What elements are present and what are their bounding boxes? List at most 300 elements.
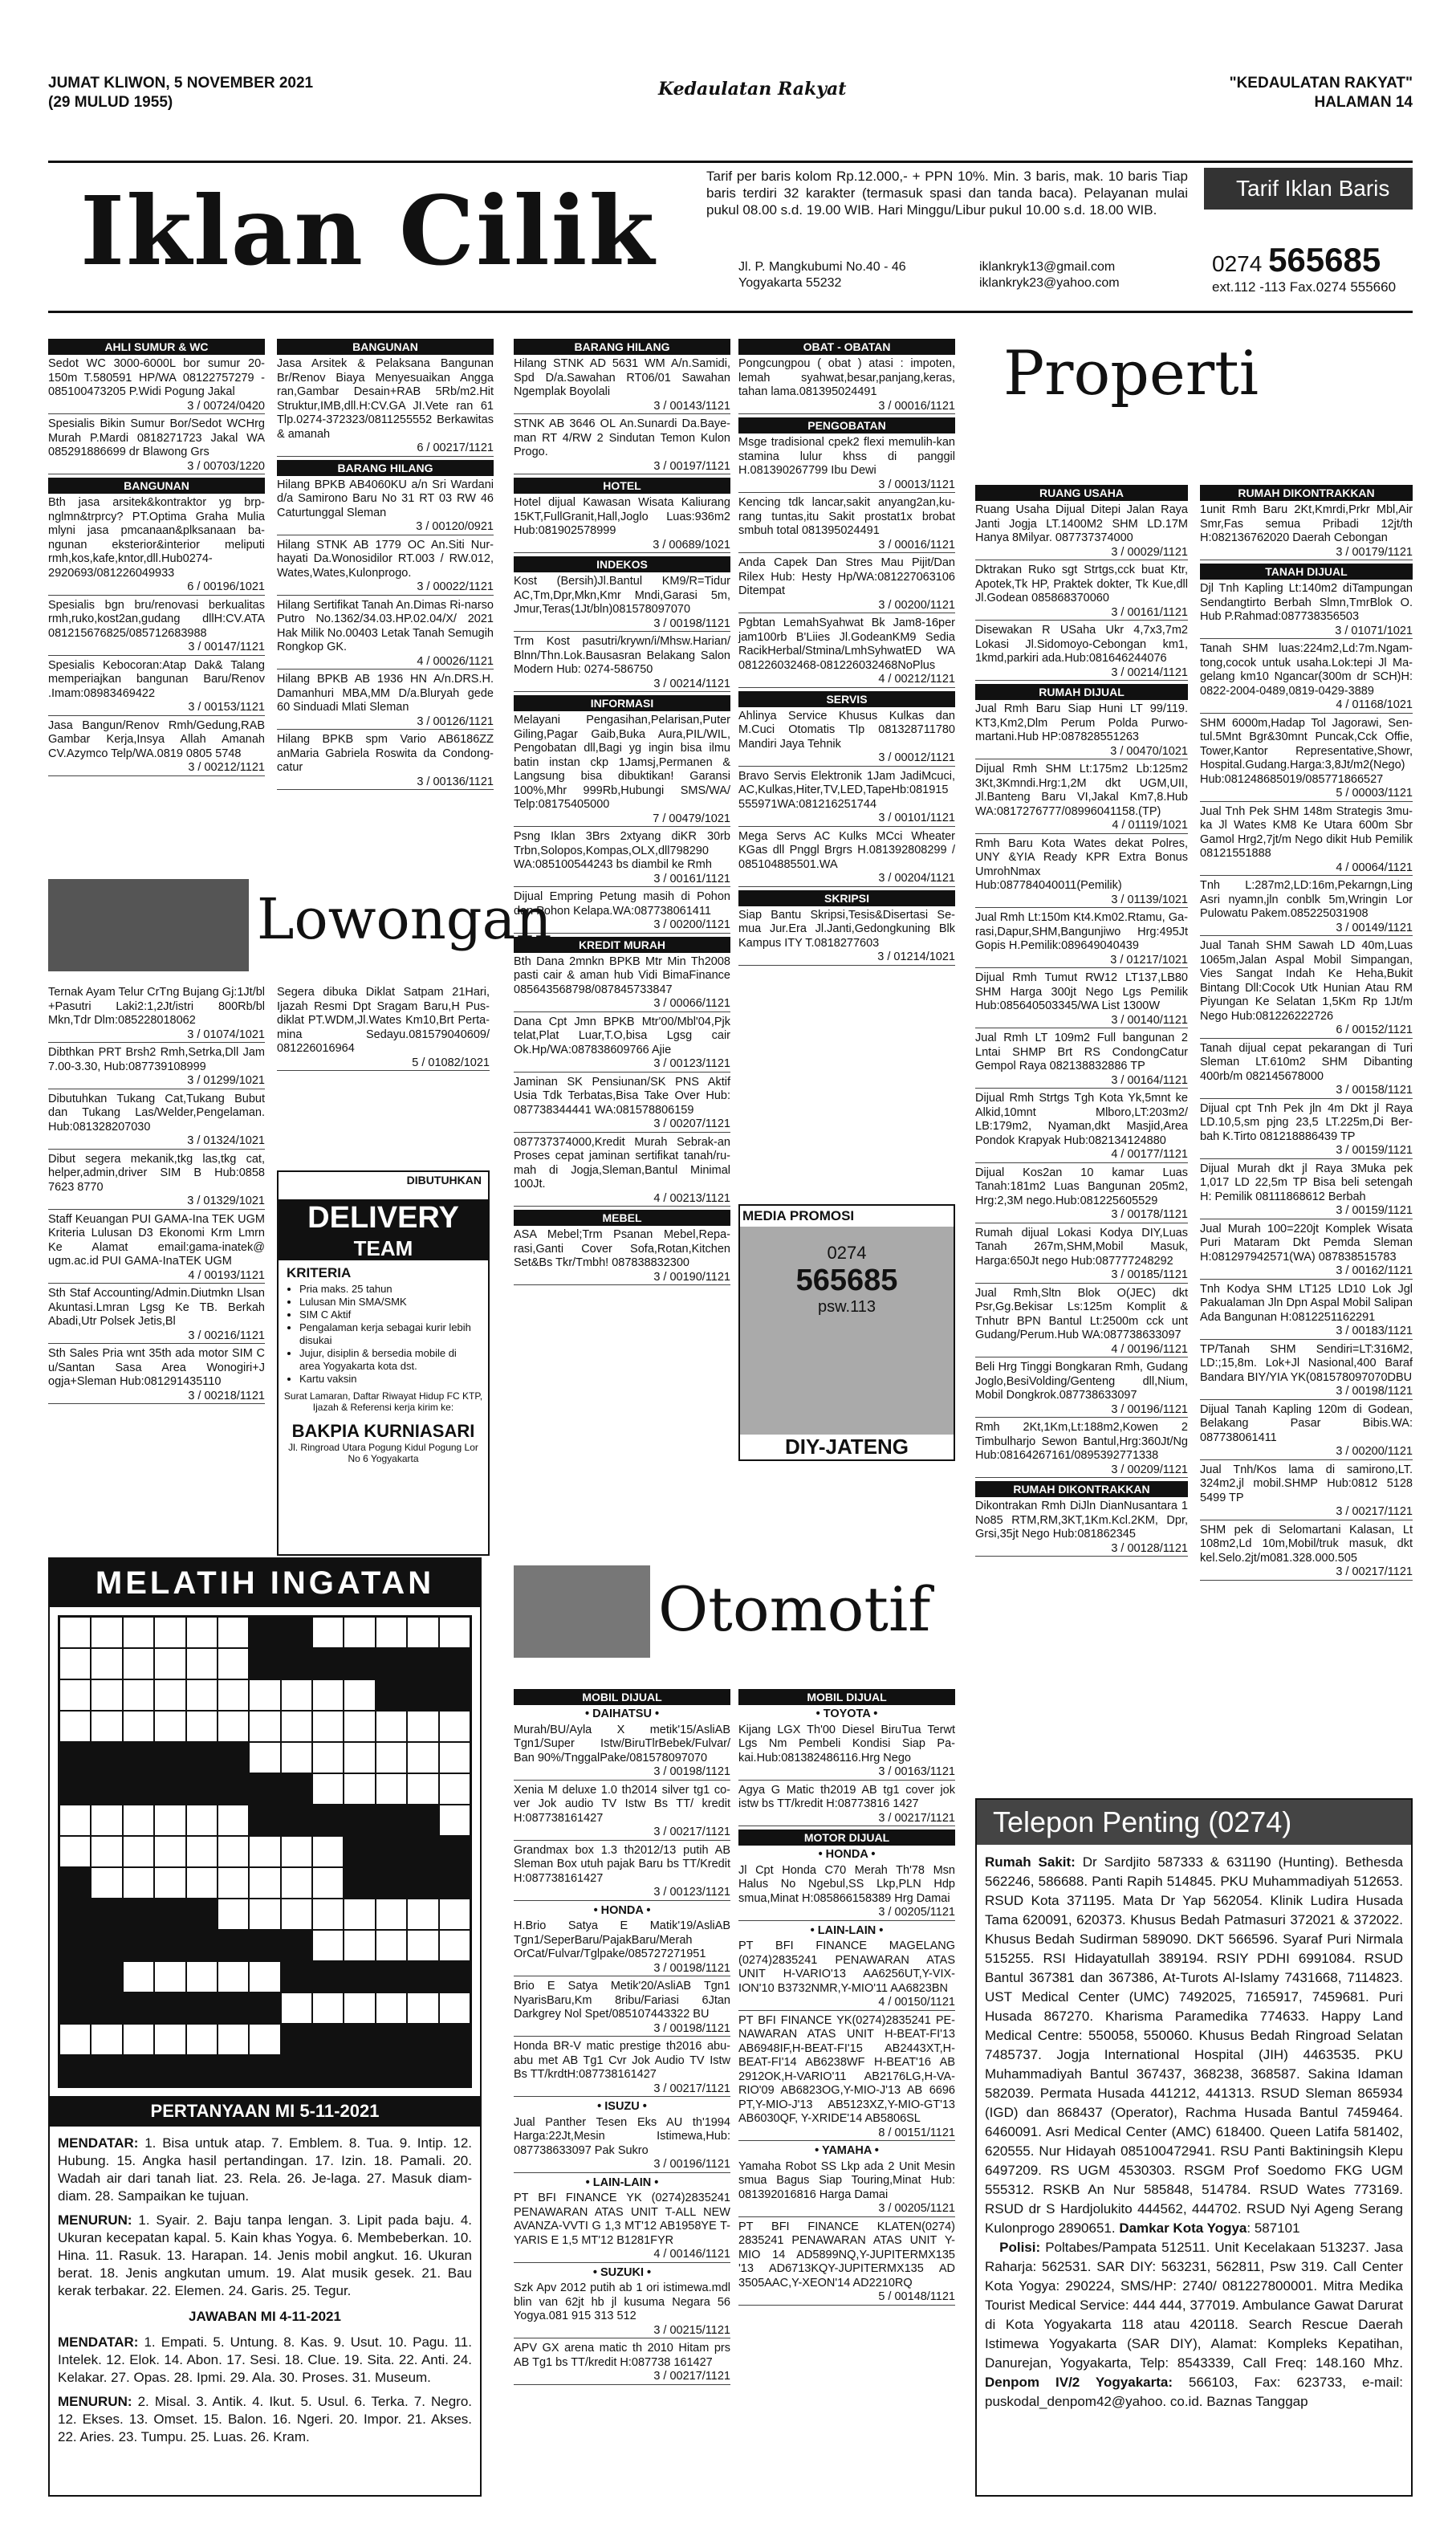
ad-text: Hilang Sertifikat Tanah An.Dimas Ri-narso Putro No.1362/34.03.HP.02.04/X/ 2021 Hak Milik No.00403 Letak Tanah Semugih Rongkop GK. [277,598,494,653]
crossword-cell [281,1899,312,1930]
crossword-cell [91,1742,122,1773]
ad-code: 3 / 00136/1121 [277,775,494,791]
ad-text: APV GX arena matic th 2010 Hitam prs AB Tg1 bs TT/kredit H:087738 161427 [514,2342,730,2369]
classified-ad [514,2192,730,2263]
classified-ad [1200,503,1413,560]
crossword-cell [376,1648,407,1679]
classified-ad [738,496,955,553]
crossword-cell [376,1773,407,1805]
ad-text: Segera dibuka Diklat Satpam 21Hari, Ijazah Resmi Dpt Sragam Baru,H Pus-diklat PT.WDM,Jl.Wates Km10,Brt Perta-mina Sedayu.081579040609/ 081226016964 [277,986,490,1055]
ad-code: 4 / 00196/1121 [975,1343,1188,1358]
ad-text: Dana Cpt Jmn BPKB Mtr'00/Mbl'04,Pjk telat,Plat Luar,T.O,bisa Lgsg cair Ok.Hp/WA:087838609766 Ajie [514,1015,730,1056]
ad-text: Jual Tanah SHM Sawah LD 40m,Luas 1065m,Jalan Aspal Mobil Simpangan, Vies Sangat Indah Ke Heha,Bukit Bintang Dll:Cocok Utk Hunian Atau RM Piyungan Ke Selatan 1,5Km Rp 1Jt/m Nego Hub:081226222726 [1200,939,1413,1023]
crossword-cell [312,1899,344,1930]
ad-code: 3 / 00123/1121 [514,1057,730,1073]
ad-code: 3 / 00153/1121 [48,701,265,716]
crossword-cell [281,1648,312,1679]
ad-code: 4 / 00193/1121 [48,1269,265,1284]
menurun-label: MENURUN: [58,2212,132,2228]
classified-ad [514,496,730,553]
ad-code: 3 / 01329/1021 [48,1195,265,1210]
category-header: BANGUNAN [48,478,265,494]
crossword-cell [281,1742,312,1773]
category-header: SKRIPSI [738,890,955,906]
classified-ad [48,357,265,414]
ad-code: 3 / 00190/1121 [514,1271,730,1286]
classified-ad [514,1724,730,1781]
tariff-badge: Tarif Iklan Baris [1204,168,1413,210]
lowongan-photo [48,879,249,971]
crossword-cell [344,1836,375,1867]
crossword-cell [439,1805,470,1836]
classified-ad [277,539,494,596]
ad-text: SHM 6000m,Hadap Tol Jagorawi, Sen-tul.5Mnt Bgr&30mnt Puncak,Cck Offie, Tower,Kantor Representative,Showr, Hospital.Gudang.Harga:3,8Jt/m2(Nego) Hub:081248685019/085771866527 [1200,716,1413,786]
crossword-cell [218,1867,249,1899]
ad-text: Brio E Satya Metik'20/AsliAB Tgn1 NyarisBaru,Km 8ribu/Fariasi 6Jtan Darkgrey Nol Spet/085107443322 BU [514,1980,730,2021]
ad-code: 3 / 00200/1121 [738,599,955,614]
ad-code: 3 / 00218/1121 [48,1390,265,1405]
classified-ad [1200,1102,1413,1159]
crossword-cell [407,1648,438,1679]
crossword-cell [154,1961,185,1992]
classified-ad [514,1844,730,1901]
crossword-cell [154,1773,185,1805]
classified-ad [975,1421,1188,1478]
crossword-cell [218,1773,249,1805]
crossword-cell [312,1617,344,1648]
crossword-cell [59,1617,91,1648]
ad-code: 3 / 00159/1121 [1200,1204,1413,1219]
crossword-cell [59,1711,91,1742]
ad-text: Dijual cpt Tnh Pek jln 4m Dkt jl Raya LD.10,5,sm pjng 23,5 LT.225m,Di Ber-bah K.Tirto 081218886439 TP [1200,1101,1413,1143]
category-header: SERVIS [738,691,955,707]
crossword-cell [407,1679,438,1711]
classified-ad [277,478,494,535]
ad-code: 3 / 00198/1121 [514,1962,730,1977]
classified-ad [514,417,730,474]
ad-text: Spesialis Kebocoran:Atap Dak& Talang memperiajkan bangunan Baru/Renov .Imam:08983469422 [48,658,265,700]
crossword-cell [376,1742,407,1773]
ad-text: Siap Bantu Skripsi,Tesis&Disertasi Se-mua Jur.Era Jl.Janti,Gedongkuning Blk Kampus ITY T.0818277603 [738,908,955,950]
paper-name: "KEDAULATAN RAKYAT" [1229,75,1413,92]
ad-code: 3 / 00470/1021 [975,745,1188,760]
promo-sub: psw.113 [818,1298,876,1316]
ad-code: 4 / 00064/1121 [1200,861,1413,877]
crossword-cell [154,1648,185,1679]
crossword-cell [376,1836,407,1867]
crossword-cell [407,1899,438,1930]
classified-ad [738,2160,955,2217]
crossword-cell [439,1961,470,1992]
ad-text: Dijual Rmh Tumut RW12 LT137,LB80 SHM Harga 300jt Nego Lgs Pemilik Hub:085640503345/WA List 1300W [975,971,1188,1012]
crossword-cell [249,1805,280,1836]
ad-text: Grandmax box 1.3 th2012/13 putih AB Sleman Box utuh pajak Baru bs TT/Kredit H:087738161427 [514,1843,730,1885]
ad-text: Bravo Servis Elektronik 1Jam JadiMcuci, AC,Kulkas,Hiter,TV,LED,TapeHb:081915 555971WA:081216251744 [738,769,955,811]
classified-ad [48,1287,265,1344]
crossword-cell [281,1836,312,1867]
crossword-cell [154,1617,185,1648]
classified-ad [975,1500,1188,1557]
damkar-number: : 587101 [1247,2220,1300,2236]
crossword-cell [407,1617,438,1648]
classified-ad [1200,717,1413,802]
ad-code: 7 / 00479/1021 [514,812,730,828]
ad-text: Rumah dijual Lokasi Kodya DIY,Luas Tanah 267m,SHM,Mobil Masuk, Harga:650Jt nego Hub:087777248292 [975,1226,1188,1268]
classified-ad [514,1136,730,1207]
crossword-cell [312,1961,344,1992]
lowongan-column-1 [48,986,265,1407]
ad-text: Hotel dijual Kawasan Wisata Kaliurang 15KT,FullGranit,Hall,Joglo Luas:936m2 Hub:081902578999 [514,496,730,537]
classified-ad [48,659,265,716]
ad-text: Pongcungpou ( obat ) atasi : impoten, lemah syahwat,besar,panjang,keras, tahan lama.081395024491 [738,357,955,398]
ad-code: 3 / 00158/1121 [1200,1084,1413,1099]
crossword-cell [59,2024,91,2055]
classified-ad [975,1361,1188,1418]
crossword-cell [344,1679,375,1711]
classified-ad [1200,642,1413,714]
ad-text: Jual Rmh LT 109m2 Full bangunan 2 Lntai SHMP Brt RS CondongCatur Gempol Raya 082138832886 TP [975,1032,1188,1073]
phone-number: 565685 [1268,241,1381,279]
ad-code: 5 / 00003/1121 [1200,787,1413,802]
classified-ad [277,599,494,670]
ad-code: 3 / 00164/1121 [975,1074,1188,1089]
column-6 [1200,482,1413,1584]
media-promosi-ad [738,1204,955,1461]
crossword-cell [123,1899,154,1930]
crossword-cell [218,1648,249,1679]
iklan-cilik-banner [48,161,1413,313]
crossword-cell [249,2024,280,2055]
ad-text: SHM pek di Selomartani Kalasan, Lt 108m2,Ld 10m,Mobil/truk masuk, dkt kel.Selo.2jt/m081.328.000.505 [1200,1523,1413,1565]
ad-code: 8 / 00151/1121 [738,2127,955,2142]
crossword-cell [407,1773,438,1805]
ad-code: 3 / 00198/1121 [514,2022,730,2037]
delivery-title: DELIVERY [279,1199,488,1236]
crossword-cell [344,2024,375,2055]
classified-ad [514,830,730,887]
section-title: Iklan Cilik [80,175,657,287]
questions-title: PERTANYAAN MI 5-11-2021 [50,2096,480,2127]
crossword-cell [407,2024,438,2055]
criteria-item: • Kartu vaksin [299,1373,480,1386]
delivery-company: BAKPIA KURNIASARI [291,1421,475,1441]
category-header: MOTOR DIJUAL [738,1830,955,1846]
ad-code: 3 / 00128/1121 [975,1542,1188,1557]
crossword-cell [376,1899,407,1930]
column-3 [514,336,730,1288]
category-header: RUMAH DIKONTRAKKAN [1200,485,1413,501]
crossword-cell [376,1930,407,1961]
ad-code: 3 / 01071/1021 [1200,625,1413,640]
criteria-item: • Jujur, disiplin & bersedia mobile di area Yogyakarta kota dst. [299,1347,480,1373]
promo-prefix: 0274 [827,1243,867,1263]
phone-prefix: 0274 [1212,251,1263,276]
classified-ad [1200,1403,1413,1460]
crossword-cell [407,1742,438,1773]
classified-ad [1200,879,1413,936]
classified-ad [975,702,1188,759]
ad-code: 4 / 00213/1121 [514,1192,730,1207]
ad-code: 3 / 00012/1121 [738,751,955,767]
denpom-label: Denpom IV/2 Yogyakarta: [985,2375,1173,2390]
crossword-cell [154,2024,185,2055]
classified-ad [1200,582,1413,639]
classified-ad [975,911,1188,968]
crossword-cell [407,2055,438,2086]
criteria-item: • Pengalaman kerja sebagai kurir lebih disukai [299,1321,480,1347]
crossword-cell [439,1773,470,1805]
classified-ad [514,1919,730,1976]
denpom-list: 566103, Fax: 623733, e-mail: puskodal_denpom42@yahoo. co.id. Baznas Tanggap [985,2375,1403,2409]
ad-code: 3 / 00123/1121 [514,1886,730,1901]
classified-ad [738,909,955,966]
crossword-cell [281,1773,312,1805]
crossword-cell [281,1805,312,1836]
classified-ad [975,971,1188,1028]
crossword-cell [281,1930,312,1961]
category-header: RUANG USAHA [975,485,1188,501]
ad-code: 5 / 01082/1021 [277,1056,490,1072]
crossword-cell [218,1711,249,1742]
ad-text: Ruang Usaha Dijual Ditepi Jalan Raya Janti Jogja LT.1400M2 SHM LD.17M Hanya 8Milyar. 087737374000 [975,503,1188,544]
crossword-cell [59,1992,91,2024]
crossword-cell [281,2055,312,2086]
crossword-cell [312,1867,344,1899]
crossword-cell [186,1679,218,1711]
crossword-cell [186,1617,218,1648]
crossword-cell [407,1711,438,1742]
ad-text: Ternak Ayam Telur CrTng Bujang Gj:1Jt/bl +Pasutri Laki2:1,2Jt/istri 800Rb/bl Mkn,Tdr Dlm:085228018062 [48,986,265,1027]
ad-code: 3 / 00159/1121 [1200,1144,1413,1159]
ad-code: 3 / 00215/1121 [514,2324,730,2339]
crossword-cell [312,1992,344,2024]
hijri-date: (29 MULUD 1955) [48,94,173,111]
ad-code: 3 / 00205/1121 [738,2202,955,2217]
ad-text: STNK AB 3646 OL An.Sunardi Da.Baye-man RT 4/RW 2 Sindutan Temon Kulon Progo. [514,417,730,458]
classified-ad [277,733,494,790]
answers-menurun: 2. Misal. 3. Antik. 4. Ikut. 5. Usul. 6. Terka. 7. Negro. 12. Ekses. 13. Omset. 15. Balon. 16. Ngeri. 20. Impor. 21. Akses. 22. Aries. 23. Tumpu. 25. Luas. 26. Kram. [58,2394,472,2444]
crossword-cell [186,1742,218,1773]
crossword-title: MELATIH INGATAN [50,1559,480,1607]
ad-code: 3 / 00217/1121 [1200,1505,1413,1520]
ad-text: Xenia M deluxe 1.0 th2014 silver tg1 co-ver Jok audio TV Istw Bs TT/ kredit H:087738161427 [514,1783,730,1825]
ad-code: 3 / 00161/1121 [514,873,730,888]
ad-text: Spesialis Bikin Sumur Bor/Sedot WCHrg Murah P.Mardi 0818271723 Jakal WA 085291886699 dr Blawong Grs [48,417,265,458]
ad-text: PT BFI FINANCE KLATEN(0274) 2835241 PENAWARAN ATAS UNIT Y-MIO 14 AD5899NQ,Y-JUPITERMX135 '13 AD6713KQY-JUPITERMX135 AD 3505AAC,Y-XEON'14 AD2210RQ [738,2220,955,2290]
crossword-cell [344,1773,375,1805]
crossword-cell [218,1930,249,1961]
ad-code: 6 / 00217/1121 [277,442,494,457]
ad-text: Anda Capek Dan Stres Mau Pijit/Dan Rilex Hub: Hesty Hp/WA:081227063106 Ditempat [738,556,955,597]
ad-text: Hilang STNK AB 1779 OC An.Siti Nur-hayati Da.Wonosidilor RT.003 / RW.012, Wates,Wates,Kulonprogo. [277,538,494,580]
ad-text: PT BFI FINANCE MAGELANG (0274)2835241 PENAWARAN ATAS UNIT H-VARIO'13 AA6256UT,Y-VIX-ION'10 B3732NMR,Y-MIO'11 AA6823BN [738,1939,955,1995]
ad-code: 3 / 00147/1121 [48,641,265,656]
ad-text: Hilang BPKB AB 1936 HN A/n.DRS.H. Damanhuri MBA,MM D/a.Bluryah gede 60 Sinduadi Mlati Sleman [277,673,494,714]
ad-text: Dijual Tanah Kapling 120m di Godean, Belakang Pasar Bibis.WA: 087738061411 [1200,1402,1413,1444]
crossword-cell [154,1899,185,1930]
classified-ad [1200,1223,1413,1280]
crossword-cell [376,1961,407,1992]
crossword-cell [249,1742,280,1773]
crossword-cell [439,2055,470,2086]
tariff-text: Tarif per baris kolom Rp.12.000,- + PPN 10%. Min. 3 baris, mak. 10 baris Tiap baris terdiri 32 karakter (termasuk spasi dan tanda baca). Pelayanan mulai pukul 08.00 s.d. 19.00 WIB. Hari Minggu/Libur pukul 10.00 s.d. 18.00 WIB. [706,169,1188,218]
ad-code: 3 / 00204/1121 [738,872,955,887]
crossword-cell [91,1930,122,1961]
telepon-penting-box [975,1798,1413,2497]
classified-ad [277,986,490,1071]
ad-code: 3 / 00178/1121 [975,1208,1188,1223]
ad-text: PT BFI FINANCE YK (0274)2835241 PENAWARAN ATAS UNIT T-ALL NEW AVANZA-VVTI G 1,3 MT'12 AB1958YE T-YARIS E 1,5 MT'12 B1281FYR [514,2192,730,2247]
otomotif-heading: Otomotif [658,1573,931,1645]
crossword-cell [123,1742,154,1773]
crossword-cell [91,1805,122,1836]
brand-subheader: • ISUZU • [597,2100,647,2113]
promo-number: 565685 [795,1264,898,1297]
crossword-cell [218,1992,249,2024]
crossword-cell [344,1648,375,1679]
delivery-team: TEAM [279,1236,488,1260]
crossword-grid [58,1615,472,2088]
crossword-cell [439,1648,470,1679]
crossword-cell [249,1961,280,1992]
ad-text: H.Brio Satya E Matik'19/AsliAB Tgn1/SeperBaru/PajakBaru/Merah OrCat/Fulvar/Tglpake/085727271951 [514,1919,730,1960]
ad-code: 3 / 00205/1121 [738,1906,955,1921]
category-header: OBAT - OBATAN [738,339,955,355]
ad-text: Dibut segera mekanik,tkg las,tkg cat, helper,admin,driver SIM B Hub:0858 7623 8770 [48,1152,265,1194]
ad-code: 3 / 00214/1121 [514,678,730,693]
classified-ad [975,837,1188,909]
classified-ad [277,357,494,457]
classified-ad [975,1287,1188,1358]
crossword-cell [439,1899,470,1930]
crossword-cell [376,1992,407,2024]
ad-code: 3 / 00066/1121 [514,997,730,1012]
ad-code: 3 / 00013/1121 [738,478,955,494]
criteria-item: • Pria maks. 25 tahun [299,1283,480,1296]
category-header: TANAH DIJUAL [1200,564,1413,580]
ad-text: Beli Hrg Tinggi Bongkaran Rmh, Gudang Joglo,BesiVolding/Genteng dll,Nium, Mobil Dongkrok.087738633097 [975,1361,1188,1402]
ad-text: Dijual Rmh Strtgs Tgh Kota Yk,5mnt ke Alkid,10mnt Mlboro,LT:203m2/ LB:179m2, Nyaman,dkt Masjid,Area Pondok Krapyak Hub:082134124880 [975,1092,1188,1147]
criteria-item: • SIM C Aktif [299,1309,480,1321]
crossword-cell [407,1836,438,1867]
category-header: INFORMASI [514,695,730,711]
column-5 [975,482,1188,1560]
crossword-cell [312,1679,344,1711]
crossword-cell [154,2055,185,2086]
crossword-cell [123,2055,154,2086]
crossword-cell [186,1648,218,1679]
ad-code: 4 / 00177/1121 [975,1148,1188,1163]
crossword-cell [344,1867,375,1899]
classified-ad [738,556,955,613]
crossword-cell [91,1899,122,1930]
ad-text: Spesialis bgn bru/renovasi berkualitas rmh,ruko,kost2an,gudang dllH:CV.ATA 081215676825/085712683988 [48,598,265,640]
brand-subheader: • DAIHATSU • [584,1707,660,1720]
ad-code: 5 / 00148/1121 [738,2290,955,2306]
ad-text: Rmh 2Kt,1Km,Lt:188m2,Kowen 2 Timbulharjo Sewon Bantul,Hrg:360Jt/Ng Hub:08164267161/0895392771338 [975,1421,1188,1462]
classified-ad [738,436,955,493]
category-header: KREDIT MURAH [514,937,730,953]
ad-text: Msge tradisional cpek2 flexi memulih-kan stamina lulur khss di panggil H.081390267799 Ibu Dewi [738,436,955,477]
crossword-cell [154,1836,185,1867]
crossword-cell [249,1648,280,1679]
classified-ad [48,986,265,1043]
classified-ad [1200,939,1413,1039]
ad-code: 3 / 00183/1121 [1200,1325,1413,1340]
ad-code: 3 / 00217/1121 [514,2370,730,2385]
crossword-cell [249,1773,280,1805]
ad-code: 3 / 00200/1121 [1200,1445,1413,1460]
answers-mendatar: 1. Empati. 5. Untung. 8. Kas. 9. Usut. 10. Pagu. 11. Intelek. 12. Elok. 14. Abon. 17. Sesi. 18. Clue. 19. Sita. 22. Anti. 24. Kelakar. 27. Opas. 28. Ipmi. 29. Ala. 30. Proses. 31. Museum. [58,2334,472,2385]
lowongan-heading: Lowongan [257,886,552,952]
crossword-cell [376,1805,407,1836]
classified-ad [1200,1283,1413,1340]
crossword-cell [281,1961,312,1992]
otomotif-column-2 [738,1686,955,2309]
category-header: MOBIL DIJUAL [738,1689,955,1705]
crossword-cell [312,1836,344,1867]
ad-text: Yamaha Robot SS Lkp ada 2 Unit Mesin smua Bagus Siap Touring,Minat Hub: 081392016816 Harga Damai [738,2159,955,2201]
crossword-cell [91,1711,122,1742]
crossword-cell [123,1961,154,1992]
crossword-cell [312,1711,344,1742]
crossword-cell [91,1773,122,1805]
ad-code: 3 / 00217/1121 [738,1812,955,1827]
crossword-cell [344,1742,375,1773]
classified-ad [975,503,1188,560]
category-header: BARANG HILANG [514,339,730,355]
category-header: RUMAH DIJUAL [975,684,1188,700]
ad-code: 3 / 00212/1121 [48,761,265,776]
classified-ad [48,599,265,656]
ad-text: Honda BR-V matic prestige th2016 abu-abu met AB Tg1 Cvr Jok Audio TV Istw Bs TT/krdtH:087738161427 [514,2040,730,2081]
crossword-cell [186,1992,218,2024]
ad-code: 3 / 00162/1121 [1200,1264,1413,1280]
classified-ad [514,714,730,827]
ad-text: Pgbtan LemahSyahwat Bk Jam8-16per jam100rb B'Liies Jl.GodeanKM9 Sedia RacikHerbal/Stmina/LmhSyhwatED WA 081226032468-081226032468NoPlus [738,617,955,672]
crossword-cell [439,1867,470,1899]
crossword-cell [376,1617,407,1648]
classified-ad [48,1093,265,1150]
crossword-cell [59,1961,91,1992]
crossword-cell [123,1836,154,1867]
crossword-cell [123,1992,154,2024]
crossword-cell [59,1805,91,1836]
brand-subheader: • SUZUKI • [592,2265,652,2279]
classified-ad [48,1046,265,1089]
crossword-cell [249,1679,280,1711]
crossword-cell [186,1773,218,1805]
category-header: HOTEL [514,478,730,494]
classified-ad [738,710,955,767]
ad-text: ASA Mebel;Trm Psanan Mebel,Repa-rasi,Ganti Cover Sofa,Rotan,Kitchen Set&Bs Tkr/Tmbh! 087838832300 [514,1228,730,1269]
classified-ad [514,1016,730,1073]
ad-code: 3 / 00214/1121 [975,666,1188,682]
ad-text: Trm Kost pasutri/krywn/i/Mhsw.Harian/ Blnn/Thn.Lok.Bausasran Belakang Salon Modern Hub: 0274-586750 [514,635,730,676]
crossword-cell [186,2024,218,2055]
rs-label: Rumah Sakit: [985,1854,1076,1870]
column-1 [48,336,265,779]
crossword-cell [154,1930,185,1961]
ad-text: Dijual Murah dkt jl Raya 3Muka pek 1,017 LD 22,5m TP Bisa beli setengah H: Pemilik 08111868612 Berbah [1200,1162,1413,1203]
crossword-cell [376,1679,407,1711]
crossword-cell [59,1867,91,1899]
crossword-cell [186,1805,218,1836]
ad-text: Jual Rmh,Sltn Blok O(JEC) dkt Psr,Gg.Bekisar Ls:125m Komplit & Tnhutr BPN Bantul Lt:2500m cck unt Gudang/Perum.Hub WA:087738633097 [975,1286,1188,1341]
classified-ad [738,1724,955,1781]
ad-text: Jaminan SK Pensiunan/SK PNS Aktif Usia Tdk Terbatas,Bisa Take Over Hub: 087738344441 WA:081578806159 [514,1075,730,1117]
category-header: PENGOBATAN [738,417,955,433]
